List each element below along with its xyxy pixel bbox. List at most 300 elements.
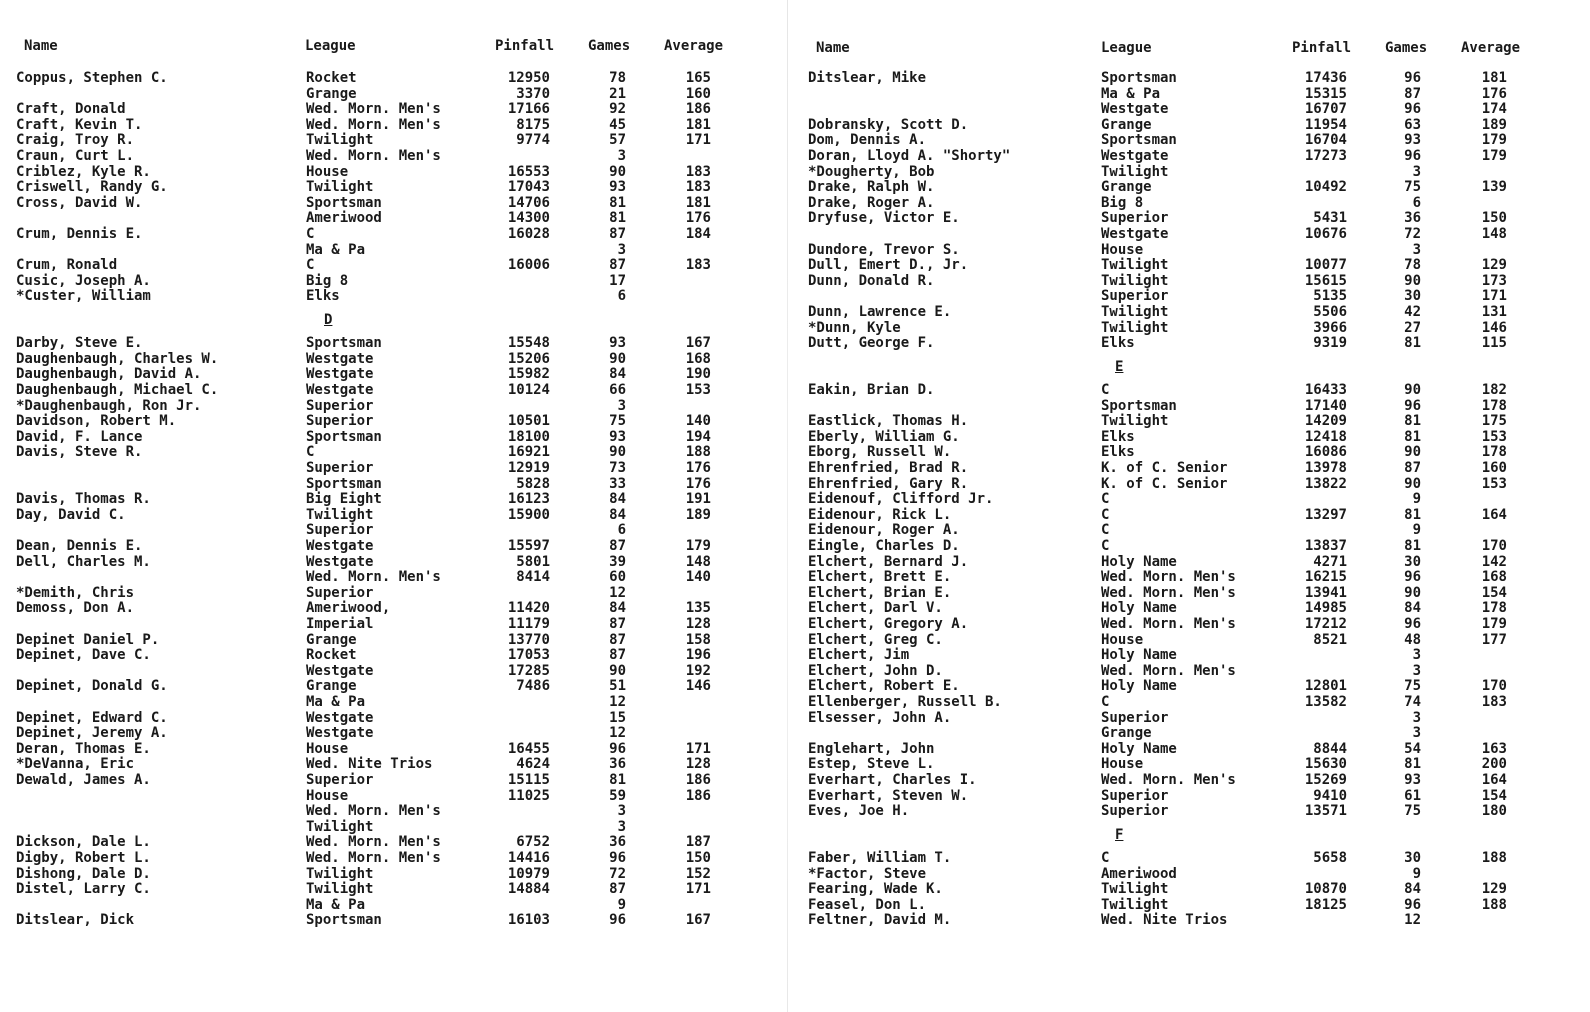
cell-league: Sportsman [306, 335, 382, 352]
cell-average: 167 [685, 912, 711, 929]
table-row [0, 788, 780, 804]
cell-league: Superior [306, 522, 374, 539]
cell-name: Craft, Donald [16, 101, 126, 118]
cell-name: Distel, Larry C. [16, 881, 151, 898]
cell-games: 81 [1404, 506, 1421, 523]
cell-league: Wed. Morn. Men's [306, 569, 441, 586]
cell-average: 178 [1481, 600, 1507, 617]
cell-games: 33 [609, 475, 626, 492]
cell-name: Depinet, Jeremy A. [16, 725, 168, 742]
cell-pinfall: 13571 [1304, 803, 1347, 820]
table-row [0, 273, 780, 289]
cell-name: Elchert, Gregory A. [808, 616, 969, 632]
cell-league: Big Eight [306, 491, 382, 508]
cell-average: 173 [1481, 272, 1507, 289]
cell-average: 140 [685, 569, 711, 586]
cell-games: 84 [609, 491, 626, 508]
cell-name: Eidenouf, Clifford Jr. [808, 491, 994, 508]
cell-league: Sportsman [306, 912, 382, 929]
cell-games: 93 [1404, 772, 1421, 788]
cell-name: Dell, Charles M. [16, 553, 151, 570]
cell-games: 3 [617, 818, 626, 835]
cell-league: Superior [306, 397, 374, 414]
cell-pinfall: 11954 [1304, 116, 1347, 133]
cell-league: Ameriwood [306, 210, 382, 227]
table-row [795, 569, 1590, 585]
cell-name: Craun, Curt L. [16, 148, 135, 164]
cell-pinfall: 17140 [1304, 397, 1347, 414]
cell-name: Criblez, Kyle R. [16, 163, 151, 180]
table-row [0, 210, 780, 226]
table-row [0, 912, 780, 928]
cell-average: 183 [685, 257, 711, 274]
table-row [0, 616, 780, 632]
cell-name: Dundore, Trevor S. [808, 241, 960, 258]
cell-average: 146 [1481, 319, 1507, 336]
cell-pinfall: 12950 [507, 70, 550, 86]
cell-name: Depinet Daniel P. [16, 631, 160, 648]
cell-pinfall: 9319 [1313, 335, 1347, 352]
cell-games: 73 [609, 460, 626, 476]
table-row [0, 803, 780, 819]
cell-name: Faber, William T. [808, 850, 952, 866]
cell-pinfall: 6752 [516, 834, 550, 851]
table-row [795, 304, 1590, 320]
cell-pinfall: 15315 [1304, 85, 1347, 102]
cell-average: 154 [1481, 584, 1507, 601]
cell-games: 72 [609, 865, 626, 882]
cell-name: Elchert, John D. [808, 662, 943, 679]
cell-games: 9 [1412, 865, 1421, 882]
cell-name: Drake, Roger A. [808, 194, 935, 211]
cell-league: Wed. Morn. Men's [1101, 772, 1236, 788]
table-row [0, 476, 780, 492]
table-row [795, 725, 1590, 741]
table-row [0, 335, 780, 351]
table-row [0, 850, 780, 866]
cell-name: Feasel, Don L. [808, 896, 927, 913]
cell-average: 188 [685, 444, 711, 461]
cell-games: 30 [1404, 288, 1421, 305]
cell-average: 167 [685, 335, 711, 352]
cell-name: *Daughenbaugh, Ron Jr. [16, 397, 202, 414]
cell-league: Holy Name [1101, 678, 1177, 695]
cell-league: Big 8 [306, 272, 349, 289]
cell-games: 3 [1412, 709, 1421, 726]
cell-average: 179 [685, 538, 711, 554]
cell-league: Wed. Morn. Men's [306, 803, 441, 820]
cell-games: 84 [1404, 600, 1421, 617]
cell-pinfall: 16006 [507, 257, 550, 274]
cell-average: 176 [685, 460, 711, 476]
table-row [795, 117, 1590, 133]
cell-name: Daughenbaugh, Charles W. [16, 350, 219, 367]
cell-average: 115 [1481, 335, 1507, 352]
cell-name: Drake, Ralph W. [808, 179, 935, 196]
cell-pinfall: 17273 [1304, 148, 1347, 164]
table-row [0, 678, 780, 694]
cell-games: 84 [609, 600, 626, 617]
cell-name: Dobransky, Scott D. [808, 116, 969, 133]
cell-pinfall: 18125 [1304, 896, 1347, 913]
cell-name: Craft, Kevin T. [16, 116, 143, 133]
cell-average: 179 [1481, 132, 1507, 149]
table-row [0, 398, 780, 414]
cell-games: 39 [609, 553, 626, 570]
cell-league: Superior [306, 584, 374, 601]
cell-average: 135 [685, 600, 711, 617]
header-pinfall: Pinfall [1292, 40, 1352, 56]
cell-pinfall: 14209 [1304, 413, 1347, 430]
cell-games: 96 [609, 912, 626, 929]
cell-games: 90 [1404, 475, 1421, 492]
cell-games: 87 [609, 257, 626, 274]
cell-name: Crum, Dennis E. [16, 226, 143, 242]
cell-name: Dean, Dennis E. [16, 538, 143, 554]
cell-games: 87 [1404, 85, 1421, 102]
cell-games: 90 [1404, 444, 1421, 461]
cell-league: Westgate [306, 553, 374, 570]
cell-games: 36 [609, 834, 626, 851]
table-row [0, 117, 780, 133]
cell-average: 183 [685, 163, 711, 180]
cell-pinfall: 15900 [507, 506, 550, 523]
table-row [0, 772, 780, 788]
cell-league: Superior [1101, 803, 1169, 820]
cell-pinfall: 7486 [516, 678, 550, 695]
cell-average: 187 [685, 834, 711, 851]
cell-average: 171 [685, 740, 711, 757]
cell-name: Everhart, Steven W. [808, 787, 969, 804]
cell-games: 3 [617, 803, 626, 820]
cell-games: 61 [1404, 787, 1421, 804]
cell-games: 84 [609, 506, 626, 523]
cell-league: C [1101, 506, 1110, 523]
cell-name: Dull, Emert D., Jr. [808, 257, 969, 274]
table-row [795, 694, 1590, 710]
cell-league: Holy Name [1101, 600, 1177, 617]
cell-league: Holy Name [1101, 740, 1177, 757]
cell-name: Davis, Steve R. [16, 444, 143, 461]
cell-pinfall: 16433 [1304, 382, 1347, 398]
cell-name: Elchert, Robert E. [808, 678, 960, 695]
cell-pinfall: 10077 [1304, 257, 1347, 274]
cell-league: Ameriwood, [306, 600, 391, 617]
cell-league: Grange [1101, 116, 1152, 133]
cell-pinfall: 10676 [1304, 226, 1347, 242]
cell-games: 96 [1404, 101, 1421, 118]
cell-games: 36 [609, 756, 626, 773]
cell-average: 148 [1481, 226, 1507, 242]
cell-name: Depinet, Donald G. [16, 678, 168, 695]
table-row [0, 491, 780, 507]
header-league: League [1101, 40, 1152, 56]
cell-name: Darby, Steve E. [16, 335, 143, 352]
cell-pinfall: 16704 [1304, 132, 1347, 149]
table-row [0, 538, 780, 554]
cell-pinfall: 3966 [1313, 319, 1347, 336]
cell-average: 129 [1481, 257, 1507, 274]
cell-name: Cross, David W. [16, 194, 143, 211]
table-row [0, 694, 780, 710]
cell-pinfall: 11420 [507, 600, 550, 617]
cell-pinfall: 17285 [507, 662, 550, 679]
cell-league: Sportsman [306, 475, 382, 492]
cell-name: Eidenour, Roger A. [808, 522, 960, 539]
table-row [0, 897, 780, 913]
cell-games: 6 [617, 288, 626, 305]
cell-games: 9 [1412, 491, 1421, 508]
cell-average: 148 [685, 553, 711, 570]
table-row [795, 912, 1590, 928]
table-row [795, 756, 1590, 772]
cell-games: 21 [609, 85, 626, 102]
cell-games: 87 [609, 538, 626, 554]
cell-league: Grange [306, 85, 357, 102]
table-row [0, 366, 780, 382]
cell-games: 3 [617, 397, 626, 414]
cell-pinfall: 13582 [1304, 694, 1347, 710]
section-letter-d: D [324, 311, 333, 328]
cell-average: 182 [1481, 382, 1507, 398]
cell-average: 160 [685, 85, 711, 102]
cell-games: 84 [609, 366, 626, 383]
cell-league: Superior [306, 413, 374, 430]
cell-pinfall: 15982 [507, 366, 550, 383]
table-row [0, 756, 780, 772]
cell-games: 93 [1404, 132, 1421, 149]
table-row [795, 195, 1590, 211]
right-header-row [795, 40, 1590, 56]
cell-games: 74 [1404, 694, 1421, 710]
table-row [795, 101, 1590, 117]
table-row [795, 242, 1590, 258]
cell-league: Elks [1101, 444, 1135, 461]
cell-name: Elchert, Bernard J. [808, 553, 969, 570]
cell-league: Wed. Morn. Men's [306, 116, 441, 133]
cell-average: 150 [685, 850, 711, 866]
cell-pinfall: 9774 [516, 132, 550, 149]
cell-league: Wed. Morn. Men's [1101, 616, 1236, 632]
cell-average: 139 [1481, 179, 1507, 196]
cell-pinfall: 5431 [1313, 210, 1347, 227]
cell-league: House [1101, 241, 1144, 258]
cell-pinfall: 17436 [1304, 70, 1347, 86]
cell-league: Superior [306, 772, 374, 788]
cell-league: Ameriwood [1101, 865, 1177, 882]
cell-pinfall: 15206 [507, 350, 550, 367]
cell-pinfall: 12801 [1304, 678, 1347, 695]
cell-games: 3 [617, 148, 626, 164]
table-row [0, 351, 780, 367]
table-row [0, 429, 780, 445]
cell-league: Grange [1101, 725, 1152, 742]
cell-league: Wed. Nite Trios [1101, 912, 1228, 929]
cell-average: 181 [685, 116, 711, 133]
cell-games: 12 [609, 584, 626, 601]
cell-league: C [1101, 850, 1110, 866]
cell-pinfall: 16028 [507, 226, 550, 242]
table-row [795, 616, 1590, 632]
cell-average: 142 [1481, 553, 1507, 570]
cell-pinfall: 14706 [507, 194, 550, 211]
cell-games: 93 [609, 428, 626, 445]
cell-games: 96 [1404, 569, 1421, 586]
cell-games: 75 [1404, 803, 1421, 820]
cell-league: Twilight [1101, 257, 1169, 274]
cell-average: 189 [1481, 116, 1507, 133]
cell-average: 177 [1481, 631, 1507, 648]
cell-league: Ma & Pa [306, 896, 366, 913]
cell-games: 15 [609, 709, 626, 726]
cell-pinfall: 10501 [507, 413, 550, 430]
cell-league: C [1101, 694, 1110, 710]
table-row [0, 164, 780, 180]
cell-pinfall: 14300 [507, 210, 550, 227]
cell-games: 96 [609, 850, 626, 866]
cell-average: 170 [1481, 678, 1507, 695]
cell-league: Imperial [306, 616, 374, 632]
section-letter-e: E [1115, 358, 1124, 375]
cell-average: 183 [1481, 694, 1507, 710]
table-row [0, 195, 780, 211]
cell-name: Daughenbaugh, David A. [16, 366, 202, 383]
cell-average: 152 [685, 865, 711, 882]
cell-league: Elks [1101, 335, 1135, 352]
cell-pinfall: 13978 [1304, 460, 1347, 476]
table-row [795, 632, 1590, 648]
cell-average: 189 [685, 506, 711, 523]
cell-average: 179 [1481, 148, 1507, 164]
cell-league: Twilight [306, 881, 374, 898]
cell-games: 90 [609, 444, 626, 461]
cell-games: 36 [1404, 210, 1421, 227]
cell-games: 30 [1404, 553, 1421, 570]
table-row [795, 678, 1590, 694]
table-row [795, 320, 1590, 336]
table-row [795, 897, 1590, 913]
table-row [795, 288, 1590, 304]
cell-average: 168 [1481, 569, 1507, 586]
table-row [0, 413, 780, 429]
cell-average: 181 [1481, 70, 1507, 86]
cell-games: 75 [609, 413, 626, 430]
cell-games: 66 [609, 382, 626, 398]
table-row [795, 444, 1590, 460]
table-row [795, 273, 1590, 289]
cell-name: Fearing, Wade K. [808, 881, 943, 898]
cell-average: 128 [685, 756, 711, 773]
cell-pinfall: 15115 [507, 772, 550, 788]
cell-league: Westgate [306, 366, 374, 383]
cell-pinfall: 8844 [1313, 740, 1347, 757]
cell-league: Rocket [306, 647, 357, 664]
cell-pinfall: 5658 [1313, 850, 1347, 866]
cell-games: 3 [1412, 725, 1421, 742]
cell-name: Elsesser, John A. [808, 709, 952, 726]
cell-pinfall: 16553 [507, 163, 550, 180]
cell-name: *Custer, William [16, 288, 151, 305]
table-row [795, 507, 1590, 523]
cell-games: 87 [609, 226, 626, 242]
cell-league: Grange [306, 678, 357, 695]
cell-pinfall: 17053 [507, 647, 550, 664]
cell-games: 51 [609, 678, 626, 695]
cell-name: Davis, Thomas R. [16, 491, 151, 508]
cell-games: 60 [609, 569, 626, 586]
cell-name: Demoss, Don A. [16, 600, 135, 617]
table-row [795, 460, 1590, 476]
cell-league: Westgate [306, 350, 374, 367]
table-row [0, 834, 780, 850]
cell-games: 3 [617, 241, 626, 258]
cell-name: Dickson, Dale L. [16, 834, 151, 851]
table-row [0, 148, 780, 164]
cell-league: Superior [1101, 210, 1169, 227]
cell-league: Twilight [306, 132, 374, 149]
cell-name: Deran, Thomas E. [16, 740, 151, 757]
table-row [795, 132, 1590, 148]
cell-pinfall: 15269 [1304, 772, 1347, 788]
cell-games: 81 [609, 194, 626, 211]
cell-games: 90 [1404, 584, 1421, 601]
table-row [0, 819, 780, 835]
cell-league: Westgate [1101, 148, 1169, 164]
cell-games: 81 [609, 772, 626, 788]
cell-average: 184 [685, 226, 711, 242]
cell-name: Depinet, Dave C. [16, 647, 151, 664]
cell-average: 153 [1481, 475, 1507, 492]
cell-league: C [306, 226, 315, 242]
table-row [0, 632, 780, 648]
cell-name: Feltner, David M. [808, 912, 952, 929]
cell-average: 146 [685, 678, 711, 695]
cell-league: Wed. Morn. Men's [306, 101, 441, 118]
cell-pinfall: 11025 [507, 787, 550, 804]
table-row [0, 647, 780, 663]
cell-league: Twilight [306, 818, 374, 835]
cell-pinfall: 10979 [507, 865, 550, 882]
cell-league: Sportsman [1101, 132, 1177, 149]
cell-average: 186 [685, 772, 711, 788]
cell-name: Dewald, James A. [16, 772, 151, 788]
cell-name: Davidson, Robert M. [16, 413, 177, 430]
cell-league: Grange [1101, 179, 1152, 196]
cell-games: 27 [1404, 319, 1421, 336]
table-row [0, 507, 780, 523]
cell-league: Holy Name [1101, 647, 1177, 664]
cell-pinfall: 14985 [1304, 600, 1347, 617]
cell-league: Wed. Morn. Men's [1101, 584, 1236, 601]
cell-average: 164 [1481, 506, 1507, 523]
cell-pinfall: 5135 [1313, 288, 1347, 305]
cell-games: 90 [1404, 382, 1421, 398]
cell-games: 87 [609, 881, 626, 898]
cell-average: 154 [1481, 787, 1507, 804]
table-row [0, 70, 780, 86]
cell-league: Twilight [1101, 896, 1169, 913]
cell-league: C [1101, 382, 1110, 398]
header-games: Games [588, 38, 631, 54]
table-row [795, 554, 1590, 570]
header-name: Name [816, 40, 850, 56]
cell-league: Twilight [306, 179, 374, 196]
cell-average: 128 [685, 616, 711, 632]
cell-pinfall: 5828 [516, 475, 550, 492]
cell-league: Westgate [1101, 101, 1169, 118]
table-row [795, 788, 1590, 804]
cell-games: 81 [1404, 413, 1421, 430]
